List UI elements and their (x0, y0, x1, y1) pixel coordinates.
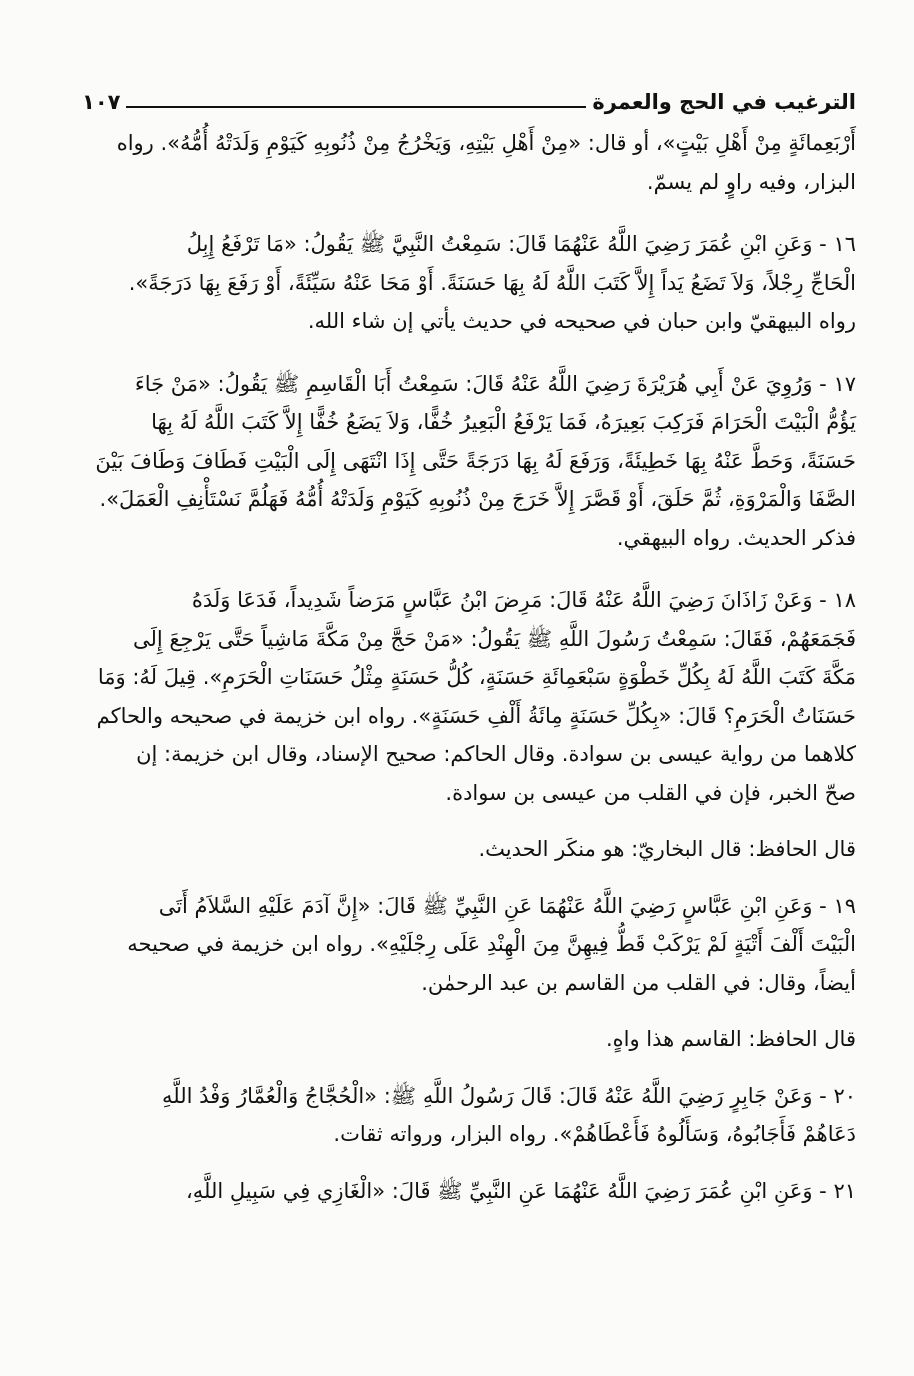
text-line: الصَّفَا وَالْمَرْوَةِ، ثُمَّ حَلَقَ، أَوْ قَصَّرَ إِلاَّ خَرَجَ مِنْ ذُنُوبِهِ كَيَوْمِ وَلَدَتْهُ أُمُّهُ فَهَلُمَّ نَسْتَأْنِفِ الْعَمَلَ». (99, 487, 856, 511)
hadith-20 (82, 1077, 856, 1154)
text-line: البزار، وفيه راوٍ لم يسمّ. (646, 169, 856, 194)
hadith-17 (82, 365, 856, 558)
hafiz-note-2 (82, 1020, 856, 1059)
text-line: يَؤُمُّ الْبَيْتَ الْحَرَامَ فَرَكِبَ بَعِيرَهُ، فَمَا يَرْفَعُ الْبَعِيرُ خُفًّا، وَلاَ يَضَعُ خُفًّا إِلاَّ كَتَبَ اللَّهُ لَهُ بِهَا (151, 410, 856, 434)
hadith-21 (82, 1172, 856, 1211)
header-rule (126, 106, 586, 108)
text-line: أَرْبَعِمائَةٍ مِنْ أَهْلِ بَيْتٍ»، أو قال: «مِنْ أَهْلِ بَيْتِهِ، وَيَخْرُجُ مِنْ ذُنُوبِهِ كَيَوْمِ وَلَدَتْهُ أُمُّهُ». رواه (116, 131, 856, 155)
running-header (82, 80, 856, 114)
text-line: دَعَاهُمْ فَأَجَابُوهُ، وَسَأَلُوهُ فَأَعْطَاهُمْ». رواه البزار، ورواته ثقات. (333, 1122, 856, 1146)
text-line: حَسَنَةً، وَحَطَّ عَنْهُ بِهَا خَطِيئَةً، وَرَفَعَ لَهُ بِهَا دَرَجَةً حَتَّى إِذَا انْتَهَى إِلَى الْبَيْتِ فَطَافَ وَطَافَ بَيْنَ (95, 448, 856, 473)
page-body (82, 124, 856, 1210)
text-line: صحّ الخبر، فإن في القلب من عيسى بن سوادة. (445, 780, 856, 805)
text-line: كلاهما من رواية عيسى بن سوادة. وقال الحاكم: صحيح الإسناد، وقال ابن خزيمة: إن (136, 742, 856, 766)
text-line: قال الحافظ: قال البخاريّ: هو منكَر الحديث. (478, 837, 856, 861)
text-line: ١٦ - وَعَنِ ابْنِ عُمَرَ رَضِيَ اللَّهُ عَنْهُمَا قَالَ: سَمِعْتُ النَّبِيَّ ﷺ يَقُولُ: «مَا تَرْفَعُ إِبِلُ (186, 232, 856, 256)
text-line: ٢١ - وَعَنِ ابْنِ عُمَرَ رَضِيَ اللَّهُ عَنْهُمَا عَنِ النَّبِيِّ ﷺ قَالَ: «الْغَازِي فِي سَبِيلِ اللَّهِ، (185, 1178, 856, 1203)
text-line: ١٧ - وَرُوِيَ عَنْ أَبِي هُرَيْرَةَ رَضِيَ اللَّهُ عَنْهُ قَالَ: سَمِعْتُ أَبَا الْقَاسِمِ ﷺ يَقُولُ: «مَنْ جَاءَ (134, 371, 856, 396)
hafiz-note-1 (82, 830, 856, 869)
text-line: فذكر الحديث. رواه البيهقي. (616, 525, 856, 550)
text-line: ١٩ - وَعَنِ ابْنِ عَبَّاسٍ رَضِيَ اللَّهُ عَنْهُمَا عَنِ النَّبِيِّ ﷺ قَالَ: «إِنَّ آدَمَ عَلَيْهِ السَّلاَمُ أَتَى (158, 893, 856, 918)
text-line: ١٨ - وَعَنْ زَاذَانَ رَضِيَ اللَّهُ عَنْهُ قَالَ: مَرِضَ ابْنُ عَبَّاسٍ مَرَضاً شَدِيداً، فَدَعَا وَلَدَهُ (191, 588, 856, 612)
text-line: حَسَنَاتُ الْحَرَمِ؟ قَالَ: «بِكُلِّ حَسَنَةٍ مِائَةُ أَلْفِ حَسَنَةٍ». رواه ابن خزيمة في صحيحه والحاكم (96, 703, 856, 728)
text-line: الْبَيْتَ أَلْفَ أَتْيَةٍ لَمْ يَرْكَبْ قَطُّ فِيهِنَّ مِنَ الْهِنْدِ عَلَى رِجْلَيْهِ». رواه ابن خزيمة في صحيحه (127, 932, 856, 956)
text-line: مَكَّةَ كَتَبَ اللَّهُ لَهُ بِكُلِّ خَطْوَةٍ سَبْعَمِائَةِ حَسَنَةٍ، كُلُّ حَسَنَةٍ مِثْلُ حَسَنَاتِ الْحَرَمِ». قِيلَ لَهُ: وَمَا (97, 665, 856, 689)
chapter-title: الترغيب في الحج والعمرة (592, 90, 856, 114)
hadith-18 (82, 581, 856, 812)
text-line: أيضاً، وقال: في القلب من القاسم بن عبد الرحمٰن. (421, 970, 856, 995)
hadith-16 (82, 225, 856, 341)
text-line: الْحَاجِّ رِجْلاً، وَلاَ تَضَعُ يَداً إِلاَّ كَتَبَ اللَّهُ لَهُ بِهَا حَسَنَةً. أَوْ مَحَا عَنْهُ سَيِّئَةً، أَوْ رَفَعَ بِهَا دَرَجَةً». (128, 270, 856, 295)
paragraph-continuation (82, 124, 856, 201)
text-line: قال الحافظ: القاسم هذا واهٍ. (605, 1027, 856, 1051)
page-number: ١٠٧ (82, 90, 121, 114)
hadith-19 (82, 887, 856, 1003)
text-line: فَجَمَعَهُمْ، فَقَالَ: سَمِعْتُ رَسُولَ اللَّهِ ﷺ يَقُولُ: «مَنْ حَجَّ مِنْ مَكَّةَ مَاشِياً حَتَّى يَرْجِعَ إِلَى (132, 626, 856, 651)
text-line: رواه البيهقيّ وابن حبان في صحيحه في حديث يأتي إن شاء الله. (307, 309, 856, 333)
text-line: ٢٠ - وَعَنْ جَابِرٍ رَضِيَ اللَّهُ عَنْهُ قَالَ: قَالَ رَسُولُ اللَّهِ ﷺ: «الْحُجَّاجُ وَالْعُمَّارُ وَفْدُ اللَّهِ (162, 1083, 856, 1108)
